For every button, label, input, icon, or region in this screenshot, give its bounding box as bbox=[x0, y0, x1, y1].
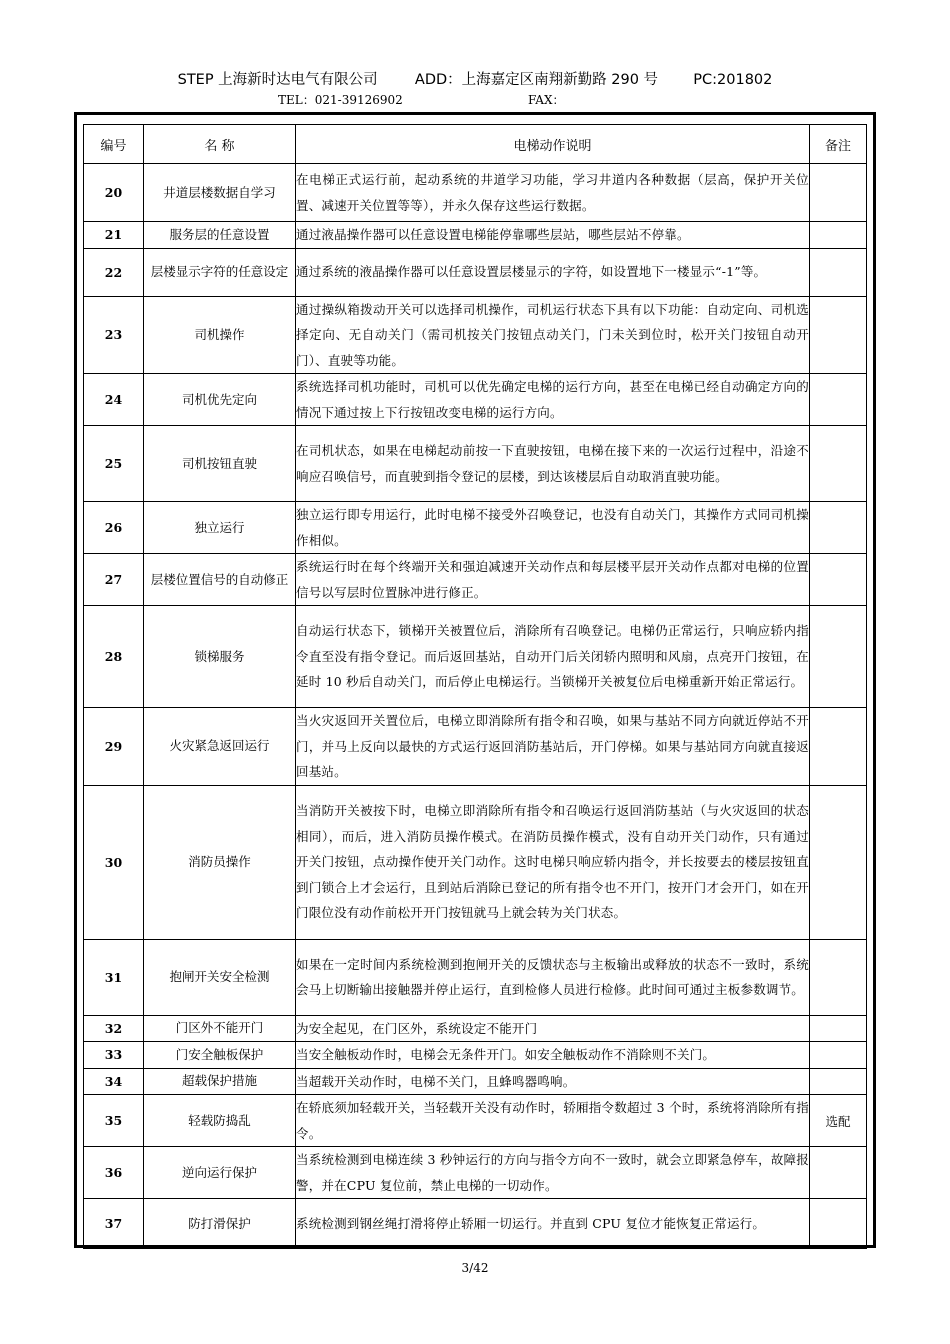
row-number: 23 bbox=[84, 296, 144, 374]
company-address: ADD：上海嘉定区南翔新勤路 290 号 bbox=[414, 72, 659, 88]
row-number: 36 bbox=[84, 1147, 144, 1199]
table-row bbox=[84, 606, 867, 708]
row-function-name: 抱闸开关安全检测 bbox=[144, 939, 296, 1015]
table-row bbox=[84, 785, 867, 939]
row-number: 33 bbox=[84, 1042, 144, 1069]
table-row bbox=[84, 939, 867, 1015]
row-function-name: 消防员操作 bbox=[144, 785, 296, 939]
row-function-name: 独立运行 bbox=[144, 502, 296, 554]
row-function-name: 超载保护措施 bbox=[144, 1068, 296, 1095]
row-function-name: 层楼显示字符的任意设定 bbox=[144, 248, 296, 296]
row-number: 21 bbox=[84, 222, 144, 249]
row-function-name: 锁梯服务 bbox=[144, 606, 296, 708]
row-function-name: 司机操作 bbox=[144, 296, 296, 374]
row-function-name: 司机优先定向 bbox=[144, 374, 296, 426]
page-number: 3/42 bbox=[461, 1261, 489, 1275]
table-row bbox=[84, 248, 867, 296]
row-description: 系统检测到钢丝绳打滑将停止轿厢一切运行。并直到 CPU 复位才能恢复正常运行。 bbox=[296, 1199, 810, 1249]
row-description: 通过操纵箱拨动开关可以选择司机操作，司机运行状态下具有以下功能：自动定向、司机选择定向、无自动关门（需司机按关门按钮点动关门，门未关到位时，松开关门按钮自动开门）、直驶等功能。 bbox=[296, 296, 810, 374]
row-number: 32 bbox=[84, 1015, 144, 1042]
row-remark bbox=[810, 374, 867, 426]
row-number: 20 bbox=[84, 164, 144, 222]
table-row bbox=[84, 1068, 867, 1095]
row-function-name: 层楼位置信号的自动修正 bbox=[144, 554, 296, 606]
table-row bbox=[84, 1095, 867, 1147]
row-description: 在轿底须加轻载开关，当轻载开关没有动作时，轿厢指令数超过 3 个时，系统将消除所有指令。 bbox=[296, 1095, 810, 1147]
row-description: 独立运行即专用运行，此时电梯不接受外召唤登记，也没有自动关门，其操作方式同司机操作相似。 bbox=[296, 502, 810, 554]
column-header-name: 名 称 bbox=[144, 125, 296, 164]
row-function-name: 服务层的任意设置 bbox=[144, 222, 296, 249]
table-header-row bbox=[84, 125, 867, 164]
row-remark bbox=[810, 502, 867, 554]
row-description: 通过液晶操作器可以任意设置电梯能停靠哪些层站，哪些层站不停靠。 bbox=[296, 222, 810, 249]
row-remark bbox=[810, 1199, 867, 1249]
row-function-name: 火灾紧急返回运行 bbox=[144, 708, 296, 786]
row-function-name: 轻载防捣乱 bbox=[144, 1095, 296, 1147]
row-number: 29 bbox=[84, 708, 144, 786]
table-row bbox=[84, 296, 867, 374]
letterhead-line bbox=[0, 68, 950, 89]
row-description: 当系统检测到电梯连续 3 秒钟运行的方向与指令方向不一致时，就会立即紧急停车，故障报警，并在CPU 复位前，禁止电梯的一切动作。 bbox=[296, 1147, 810, 1199]
row-description: 如果在一定时间内系统检测到抱闸开关的反馈状态与主板输出或释放的状态不一致时，系统会马上切断输出接触器并停止运行，直到检修人员进行检修。此时间可通过主板参数调节。 bbox=[296, 939, 810, 1015]
row-number: 31 bbox=[84, 939, 144, 1015]
table-row bbox=[84, 1042, 867, 1069]
row-number: 25 bbox=[84, 426, 144, 502]
row-description: 通过系统的液晶操作器可以任意设置层楼显示的字符，如设置地下一楼显示“-1”等。 bbox=[296, 248, 810, 296]
row-description: 自动运行状态下，锁梯开关被置位后，消除所有召唤登记。电梯仍正常运行，只响应轿内指令直至没有指令登记。而后返回基站，自动开门后关闭轿内照明和风扇，点亮开门按钮，在延时 10 秒后自动关门，而后停止电梯运行。当锁梯开关被复位后电梯重新开始正常运行。 bbox=[296, 606, 810, 708]
row-description: 在电梯正式运行前，起动系统的井道学习功能，学习井道内各种数据（层高，保护开关位置、减速开关位置等等），并永久保存这些运行数据。 bbox=[296, 164, 810, 222]
row-description: 系统运行时在每个终端开关和强迫减速开关动作点和每层楼平层开关动作点都对电梯的位置信号以写层时位置脉冲进行修正。 bbox=[296, 554, 810, 606]
row-function-name: 司机按钮直驶 bbox=[144, 426, 296, 502]
row-number: 35 bbox=[84, 1095, 144, 1147]
row-number: 26 bbox=[84, 502, 144, 554]
row-remark bbox=[810, 426, 867, 502]
table-row bbox=[84, 1015, 867, 1042]
row-remark bbox=[810, 222, 867, 249]
row-remark bbox=[810, 1015, 867, 1042]
row-number: 22 bbox=[84, 248, 144, 296]
column-header-remark: 备注 bbox=[810, 125, 867, 164]
row-function-name: 井道层楼数据自学习 bbox=[144, 164, 296, 222]
function-table bbox=[83, 124, 867, 1249]
row-number: 27 bbox=[84, 554, 144, 606]
row-function-name: 门安全触板保护 bbox=[144, 1042, 296, 1069]
row-function-name: 门区外不能开门 bbox=[144, 1015, 296, 1042]
row-remark bbox=[810, 1068, 867, 1095]
table-row bbox=[84, 222, 867, 249]
postcode: PC:201802 bbox=[693, 72, 773, 88]
table-row bbox=[84, 1199, 867, 1249]
row-description: 为安全起见，在门区外，系统设定不能开门 bbox=[296, 1015, 810, 1042]
row-number: 30 bbox=[84, 785, 144, 939]
row-remark bbox=[810, 296, 867, 374]
table-row bbox=[84, 554, 867, 606]
row-number: 28 bbox=[84, 606, 144, 708]
row-remark bbox=[810, 606, 867, 708]
row-remark bbox=[810, 1147, 867, 1199]
row-description: 当安全触板动作时，电梯会无条件开门。如安全触板动作不消除则不关门。 bbox=[296, 1042, 810, 1069]
row-description: 当火灾返回开关置位后，电梯立即消除所有指令和召唤，如果与基站不同方向就近停站不开门，并马上反向以最快的方式运行返回消防基站后，开门停梯。如果与基站同方向就直接返回基站。 bbox=[296, 708, 810, 786]
table-row bbox=[84, 708, 867, 786]
row-number: 37 bbox=[84, 1199, 144, 1249]
row-remark bbox=[810, 939, 867, 1015]
table-row bbox=[84, 164, 867, 222]
row-remark: 选配 bbox=[810, 1095, 867, 1147]
row-remark bbox=[810, 1042, 867, 1069]
row-remark bbox=[810, 554, 867, 606]
column-header-description: 电梯动作说明 bbox=[296, 125, 810, 164]
row-function-name: 逆向运行保护 bbox=[144, 1147, 296, 1199]
column-header-number: 编号 bbox=[84, 125, 144, 164]
row-remark bbox=[810, 785, 867, 939]
row-remark bbox=[810, 164, 867, 222]
row-description: 当超载开关动作时，电梯不关门，且蜂鸣器鸣响。 bbox=[296, 1068, 810, 1095]
table-row bbox=[84, 426, 867, 502]
row-number: 34 bbox=[84, 1068, 144, 1095]
fax: FAX： bbox=[528, 93, 565, 107]
row-remark bbox=[810, 708, 867, 786]
row-description: 当消防开关被按下时，电梯立即消除所有指令和召唤运行返回消防基站（与火灾返回的状态相同），而后，进入消防员操作模式。在消防员操作模式，没有自动开关门动作，只有通过开关门按钮，点动操作使开关门动作。这时电梯只响应轿内指令，并长按要去的楼层按钮直到门锁合上才会运行，且到站后消除已登记的所有指令也不开门，按开门才会开门，如在开门限位没有动作前松开开门按钮就马上就会转为关门状态。 bbox=[296, 785, 810, 939]
row-description: 系统选择司机功能时，司机可以优先确定电梯的运行方向，甚至在电梯已经自动确定方向的情况下通过按上下行按钮改变电梯的运行方向。 bbox=[296, 374, 810, 426]
company-name: STEP 上海新时达电气有限公司 bbox=[177, 72, 378, 88]
telephone: TEL：021-39126902 bbox=[278, 93, 403, 107]
row-remark bbox=[810, 248, 867, 296]
table-row bbox=[84, 502, 867, 554]
row-description: 在司机状态，如果在电梯起动前按一下直驶按钮，电梯在接下来的一次运行过程中，沿途不响应召唤信号，而直驶到指令登记的层楼，到达该楼层后自动取消直驶功能。 bbox=[296, 426, 810, 502]
row-function-name: 防打滑保护 bbox=[144, 1199, 296, 1249]
table-row bbox=[84, 1147, 867, 1199]
table-row bbox=[84, 374, 867, 426]
row-number: 24 bbox=[84, 374, 144, 426]
